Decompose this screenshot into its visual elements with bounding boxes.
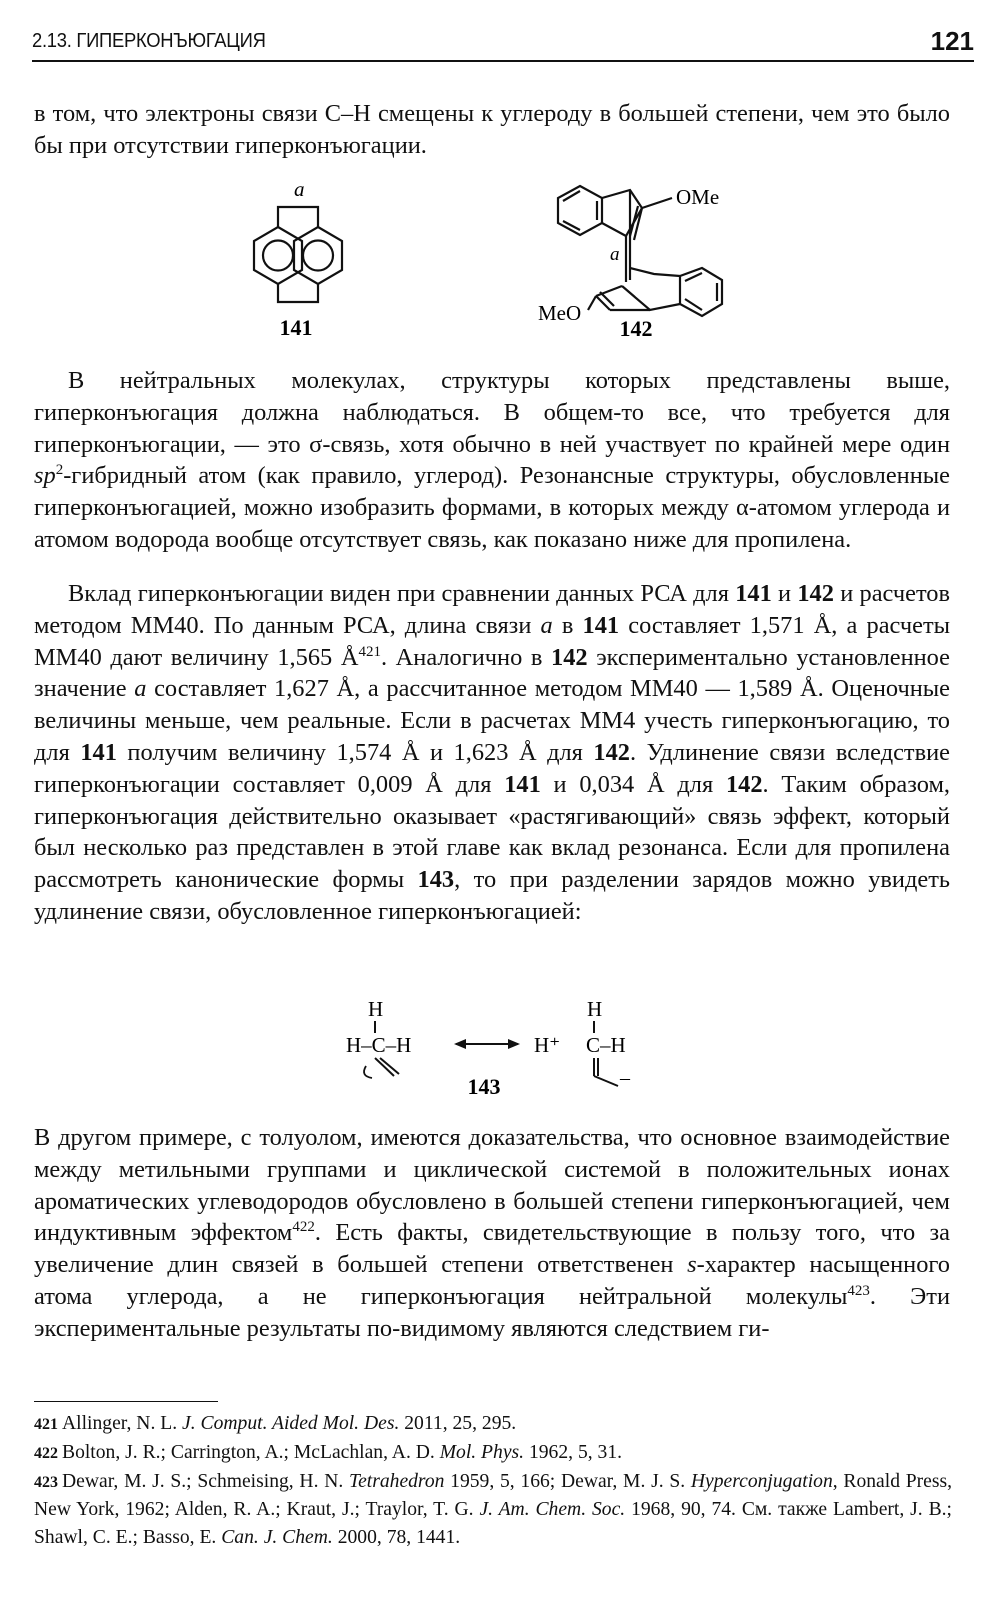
bridge-bottom	[278, 284, 318, 302]
h-top-left: H	[368, 997, 384, 1021]
h-top-right: H	[587, 997, 603, 1021]
ome-bond-bottom	[588, 296, 596, 310]
bond-label-a-142: a	[610, 244, 620, 265]
footnote-ref-422[interactable]: 422	[292, 1219, 315, 1236]
structure-143	[336, 994, 666, 1104]
h-cation: H⁺	[534, 1033, 561, 1057]
paragraph-3	[34, 578, 950, 928]
benzene-ring-upper	[558, 186, 602, 235]
paragraph-intro	[34, 98, 950, 162]
compound-number-142: 142	[619, 316, 653, 341]
structure-141	[222, 180, 392, 340]
page-header	[32, 26, 974, 62]
footnote-ref-423[interactable]: 423	[847, 1282, 870, 1299]
ome-bond-top	[642, 198, 672, 208]
aromatic-circle-left	[263, 241, 293, 271]
label-ome-top: OMe	[676, 185, 720, 209]
paragraph-4	[34, 1122, 950, 1345]
footnote-divider	[34, 1401, 218, 1402]
paragraph-intro-text: в том, что электроны связи C–H смещены к углероду в большей степени, чем это было бы при отсутствии гиперконъюгации.	[34, 100, 950, 159]
paragraph-2	[34, 365, 950, 556]
aromatic-circle-right	[303, 241, 333, 271]
footnote-421: 421 Allinger, N. L. J. Comput. Aided Mol. Des. 2011, 25, 295.	[34, 1413, 517, 1434]
running-title: 2.13. ГИПЕРКОНЪЮГАЦИЯ	[32, 30, 266, 52]
bond-label-a: a	[294, 180, 305, 201]
footnote-ref-421[interactable]: 421	[358, 643, 381, 660]
footnotes	[34, 1410, 952, 1552]
bridge-top	[278, 207, 318, 227]
curved-arrow	[364, 1066, 372, 1078]
label-meo-bottom: MeO	[538, 301, 582, 325]
hch-left: H–C–H	[346, 1033, 412, 1057]
ch-right: C–H	[586, 1033, 626, 1057]
paragraph-4-text: В другом примере, с толуолом, имеются доказательства, что основное взаимодействие между метильными группами и циклической системой в положительных ионах ароматических углеводородов обусловлено в большей степени гиперконъюгацией, чем индуктивным эффектом$^{422}$. Есть факты, свидетельствующие в пользу того, что за увеличение длин связей в большей степени ответственен s-характер насыщенного атома углерода, а не гиперконъюгация нейтральной молекулы$^{423}$. Эти экспериментальные результаты по-видимому являются следствием ги-	[34, 1124, 950, 1342]
page-number: 121	[930, 26, 974, 56]
compound-number-141: 141	[279, 315, 313, 340]
compound-number-143: 143	[467, 1074, 501, 1099]
structure-142	[530, 178, 780, 348]
paragraph-2-text: В нейтральных молекулах, структуры которых представлены выше, гиперконъюгация должна наблюдаться. В общем-то все, что требуется для гиперконъюгации, — это σ-связь, хотя обычно в ней участвует по крайней мере один $sp^2$-гибридный атом (как правило, углерод). Резонансные структуры, обусловленные гиперконъюгацией, можно изобразить формами, в которых между α-атомом углерода и атомом водорода вообще отсутствует связь, как показано ниже для пропилена.	[34, 367, 950, 553]
minus-charge: –	[620, 1067, 630, 1089]
paragraph-3-text: Вклад гиперконъюгации виден при сравнении данных РСА для 141 и 142 и расчетов методом MM40. По данным РСА, длина связи a в 141 составляет 1,571 Å, а расчеты MM40 дают величину 1,565 $Å^{421}$. Аналогично в 142 экспериментально установленное значение a составляет 1,627 Å, а рассчитанное методом MM40 — 1,589 Å. Оценочные величины меньше, чем реальные. Если в расчетах MM4 учесть гиперконъюгацию, то для 141 получим величину 1,574 Å и 1,623 Å для 142. Удлинение связи вследствие гиперконъюгации составляет 0,009 Å для 141 и 0,034 Å для 142. Таким образом, гиперконъюгация действительно оказывает «растягивающий» связь эффект, который был несколько раз представлен в этой главе как вклад резонанса. Если для пропилена рассмотреть канонические формы 143, то при разделении зарядов можно увидеть удлинение связи, обусловленное гиперконъюгацией:	[34, 580, 950, 925]
footnote-423: 423 Dewar, M. J. S.; Schmeising, H. N. Tetrahedron 1959, 5, 166; Dewar, M. J. S. Hyperconjugation, Ronald Press, New York, 1962; Alden, R. A.; Kraut, J.; Traylor, T. G. J. Am. Chem. Soc. 1968, 90, 74. См. также Lambert, J. B.; Shawl, C. E.; Basso, E. Can. J. Chem. 2000, 78, 1441.	[34, 1470, 952, 1549]
footnote-422: 422 Bolton, J. R.; Carrington, A.; McLachlan, A. D. Mol. Phys. 1962, 5, 31.	[34, 1441, 623, 1463]
